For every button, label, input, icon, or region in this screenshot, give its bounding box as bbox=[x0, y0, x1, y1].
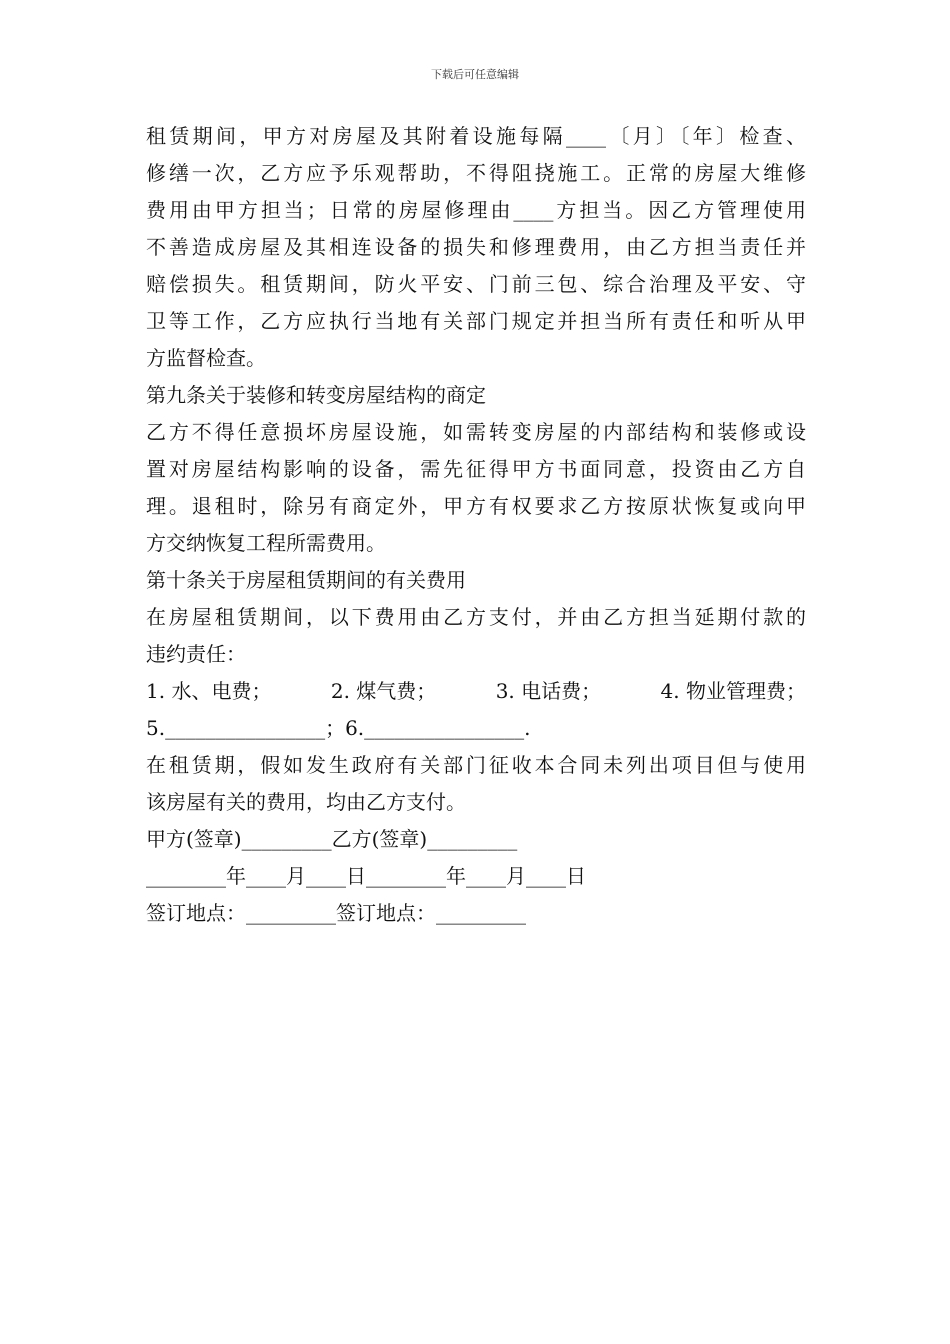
paragraph-line: 租赁期间，甲方对房屋及其附着设施每隔____〔月〕〔年〕检查、 bbox=[146, 124, 806, 148]
paragraph-line: 乙方不得任意损坏房屋设施，如需转变房屋的内部结构和装修或设 bbox=[146, 420, 806, 444]
paragraph-line: 修缮一次，乙方应予乐观帮助，不得阻挠施工。正常的房屋大维修 bbox=[146, 161, 806, 185]
signing-place-line: 签订地点：_________签订地点：_________ bbox=[146, 901, 526, 925]
signature-line: 甲方(签章)_________乙方(签章)_________ bbox=[146, 827, 518, 851]
date-line: ________年____月____日________年____月____日 bbox=[146, 864, 586, 888]
paragraph-line: 置对房屋结构影响的设备，需先征得甲方书面同意，投资由乙方自 bbox=[146, 457, 806, 481]
paragraph-line: 方交纳恢复工程所需费用。 bbox=[146, 531, 386, 555]
paragraph-line: 理。退租时，除另有商定外，甲方有权要求乙方按原状恢复或向甲 bbox=[146, 494, 806, 518]
paragraph-line: 该房屋有关的费用，均由乙方支付。 bbox=[146, 790, 466, 814]
fee-item: 3. 电话费； bbox=[495, 679, 602, 703]
paragraph-line: 违约责任： bbox=[146, 642, 246, 666]
paragraph-line: 卫等工作，乙方应执行当地有关部门规定并担当所有责任和听从甲 bbox=[146, 309, 806, 333]
document-body bbox=[146, 118, 806, 932]
paragraph-line: 费用由甲方担当；日常的房屋修理由____方担当。因乙方管理使用 bbox=[146, 198, 806, 222]
fee-item: 1. 水、电费； bbox=[146, 679, 272, 703]
fee-items-blank-line: 5.________________；6.________________. bbox=[146, 716, 531, 740]
paragraph-line: 在房屋租赁期间，以下费用由乙方支付，并由乙方担当延期付款的 bbox=[146, 605, 806, 629]
page-header: 下载后可任意编辑 bbox=[431, 68, 519, 81]
section-heading: 第九条关于装修和转变房屋结构的商定 bbox=[146, 383, 486, 407]
fee-items-line bbox=[146, 673, 806, 710]
paragraph-line: 方监督检查。 bbox=[146, 346, 266, 370]
section-heading: 第十条关于房屋租赁期间的有关费用 bbox=[146, 568, 466, 592]
fee-item: 4. 物业管理费； bbox=[660, 679, 806, 703]
paragraph-line: 赔偿损失。租赁期间，防火平安、门前三包、综合治理及平安、守 bbox=[146, 272, 806, 296]
paragraph-line: 不善造成房屋及其相连设备的损失和修理费用，由乙方担当责任并 bbox=[146, 235, 806, 259]
paragraph-line: 在租赁期，假如发生政府有关部门征收本合同未列出项目但与使用 bbox=[146, 753, 806, 777]
fee-item: 2. 煤气费； bbox=[330, 679, 437, 703]
